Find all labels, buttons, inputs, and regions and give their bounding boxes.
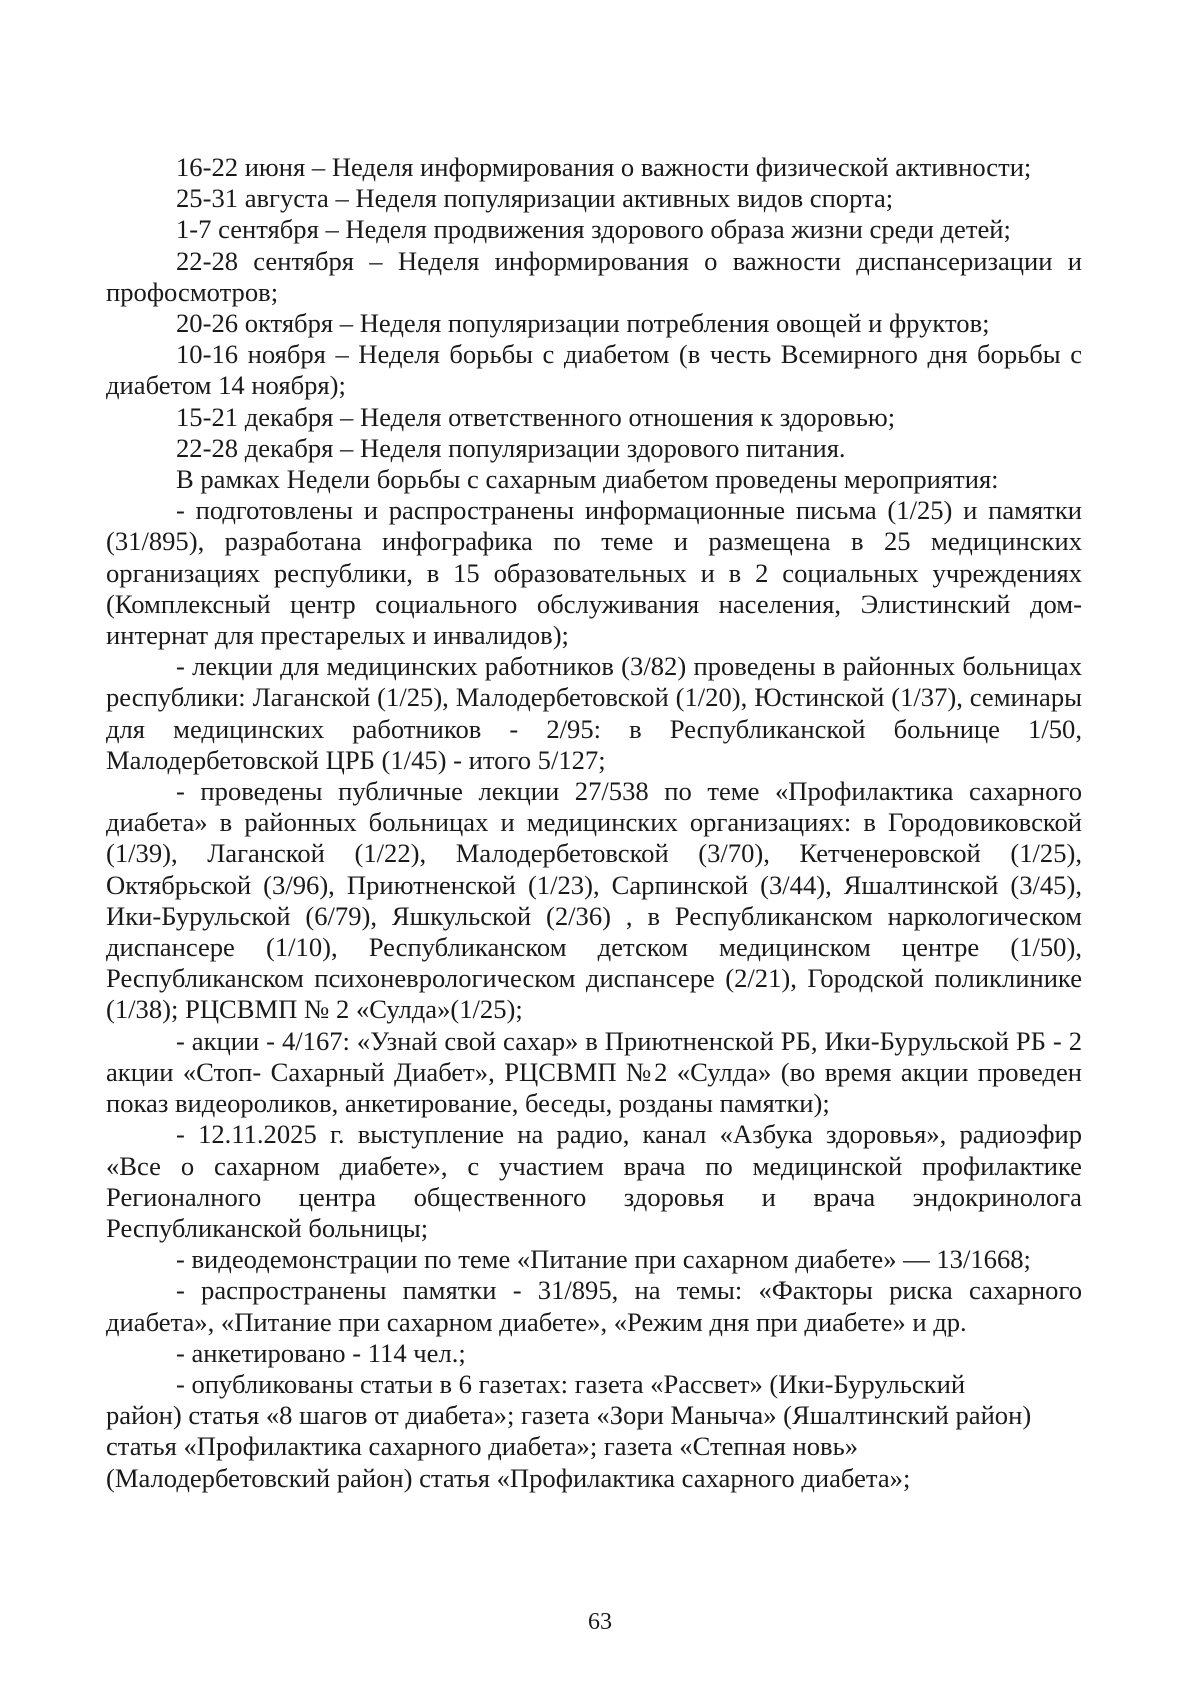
week-line: 22-28 сентября – Неделя информирования о важности диспансеризации и профосмотров; — [106, 245, 1082, 307]
activity-item: - 12.11.2025 г. выступление на радио, канал «Азбука здоровья», радиоэфир «Все о сахарном диабете», с участием врача по медицинской профилактике Регионалного центра общественного здоровья и врача эндокринолога Республиканской больницы; — [106, 1119, 1082, 1243]
week-line: 10-16 ноября – Неделя борьбы с диабетом (в честь Всемирного дня борьбы с диабетом 14 ноября); — [106, 339, 1082, 401]
activity-item: - лекции для медицинских работников (3/82) проведены в районных больницах республики: Лаганской (1/25), Малодербетовской (1/20), Юстинской (1/37), семинары для медицинских работников - 2/95: в Республиканской больнице 1/50, Малодербетовской ЦРБ (1/45) - итого 5/127; — [106, 651, 1082, 775]
newspapers-line: статья «Профилактика сахарного диабета»; газета «Степная новь» — [106, 1431, 859, 1462]
newspapers-line: район) статья «8 шагов от диабета»; газета «Зори Маныча» (Яшалтинский район) — [106, 1400, 1032, 1431]
newspapers-line: (Малодербетовский район) статья «Профилактика сахарного диабета»; — [106, 1462, 911, 1493]
week-line: 16-22 июня – Неделя информирования о важности физической активности; — [176, 152, 1032, 182]
activity-item: - анкетировано - 114 чел.; — [176, 1337, 466, 1368]
newspapers-item — [106, 1369, 1082, 1494]
week-line: 1-7 сентября – Неделя продвижения здорового образа жизни среди детей; — [176, 214, 1011, 245]
week-line: 15-21 декабря – Неделя ответственного отношения к здоровью; — [176, 401, 896, 432]
week-line: 20-26 октября – Неделя популяризации потребления овощей и фруктов; — [176, 308, 990, 339]
document-body — [106, 152, 1082, 1494]
intro-paragraph: В рамках Недели борьбы с сахарным диабетом проведены мероприятия: — [176, 464, 999, 495]
activity-item: - видеодемонстрации по теме «Питание при сахарном диабете» — 13/1668; — [176, 1244, 1031, 1275]
week-line: 22-28 декабря – Неделя популяризации здорового питания. — [176, 432, 846, 463]
week-line: 25-31 августа – Неделя популяризации активных видов спорта; — [176, 183, 894, 214]
newspapers-line: - опубликованы статьи в 6 газетах: газета «Рассвет» (Ики-Бурульский — [176, 1368, 966, 1399]
activity-item: - распространены памятки - 31/895, на темы: «Факторы риска сахарного диабета», «Питание при сахарном диабете», «Режим дня при диабете» и др. — [106, 1275, 1082, 1337]
activity-item: - акции - 4/167: «Узнай свой сахар» в Приютненской РБ, Ики-Бурульской РБ - 2 акции «Стоп- Сахарный Диабет», РЦСВМП №2 «Сулда» (во время акции проведен показ видеороликов, анкетирование, беседы, розданы памятки); — [106, 1025, 1082, 1119]
activity-item: - подготовлены и распространены информационные письма (1/25) и памятки (31/895), разработана инфографика по теме и размещена в 25 медицинских организациях республики, в 15 образовательных и в 2 социальных учреждениях (Комплексный центр социального обслуживания населения, Элистинский дом- интернат для престарелых и инвалидов); — [106, 495, 1082, 651]
activity-item: - проведены публичные лекции 27/538 по теме «Профилактика сахарного диабета» в районных больницах и медицинских организациях: в Городовиковской (1/39), Лаганской (1/22), Малодербетовской (3/70), Кетченеровской (1/25), Октябрьской (3/96), Приютненской (1/23), Сарпинской (3/44), Яшалтинской (3/45), Ики-Бурульской (6/79), Яшкульской (2/36) , в Республиканском наркологическом диспансере (1/10), Республиканском детском медицинском центре (1/50), Республиканском психоневрологическом диспансере (2/21), Городской поликлинике (1/38); РЦСВМП № 2 «Сулда»(1/25); — [106, 776, 1082, 1025]
page-number: 63 — [588, 1609, 612, 1635]
